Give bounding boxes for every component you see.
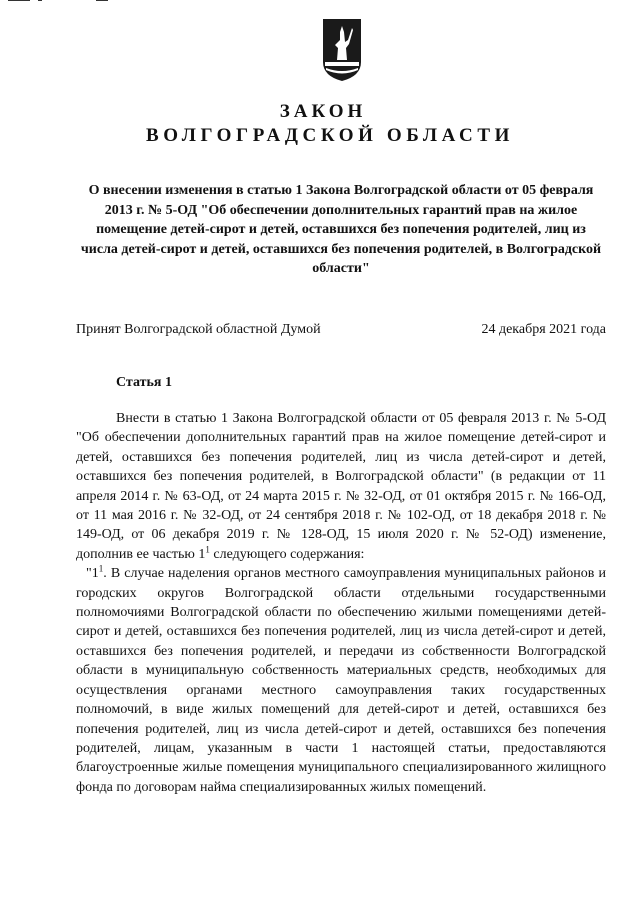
paragraph-text: . В случае наделения органов местного самоуправления муниципальных районов и городских округов Волгоградской области отдельными государственными полномочиями Волгоградской области по обеспечению жилыми помещениями детей-сирот и детей, оставшихся без попечения родителей, лиц из числа детей-сирот и детей, оставшихся без попечения родителей, и передачи из собственности Волгоградской области в муниципальную собственность материальных средств, необходимых для осуществления органами местного самоуправления таких государственных полномочий, в виде жилых помещений для детей-сирот и детей, оставшихся без попечения родителей, лиц из числа детей-сирот и детей, оставшихся без попечения родителей, лицам, указанным в части 1 настоящей статьи, предоставляются благоустроенные жилые помещения муниципального специализированного жилищного фонда по договорам найма специализированных жилых помещений. xyxy=(76,566,606,795)
paragraph-text: Внести в статью 1 Закона Волгоградской области от 05 февраля 2013 г. № 5-ОД "Об обеспечении дополнительных гарантий прав на жилое помещение детей-сирот и детей, оставшихся без попечения родителей, лиц из числа детей-сирот и детей, оставшихся без попечения родителей, в Волгоградской области" (в редакции от 11 апреля 2014 г. № 63-ОД, от 24 марта 2015 г. № 32-ОД, от 01 октября 2015 г. № 166-ОД, от 11 мая 2016 г. № 32-ОД, от 24 сентября 2018 г. № 102-ОД, от 18 декабря 2018 г. № 149-ОД, от 06 декабря 2019 г. № 128-ОД, 15 июля 2020 г. № 52-ОД) изменение, дополнив ее частью 1 xyxy=(76,411,606,562)
adoption-date: 24 декабря 2021 года xyxy=(481,322,606,337)
adoption-line xyxy=(76,322,606,338)
article-paragraph xyxy=(76,409,606,564)
scan-corner-marks xyxy=(8,0,108,4)
superscript: 1 xyxy=(98,563,104,574)
law-title: ЗАКОН xyxy=(279,101,367,122)
region-title: ВОЛГОГРАДСКОЙ ОБЛАСТИ xyxy=(145,125,515,146)
paragraph-text: следующего содержания: xyxy=(209,546,365,562)
article-paragraph xyxy=(76,564,606,797)
coat-of-arms-icon xyxy=(322,18,362,82)
article-body xyxy=(76,409,606,797)
adopted-by-text: Принят Волгоградской областной Думой xyxy=(76,322,321,337)
article-title: Статья 1 xyxy=(116,375,172,390)
superscript: 1 xyxy=(205,544,210,555)
document-heading: О внесении изменения в статью 1 Закона Волгоградской области от 05 февраля 2013 г. № 5-ОД "Об обеспечении дополнительных гарантий прав на жилое помещение детей-сирот и детей, оставшихся без попечения родителей, лиц из числа детей-сирот и детей, оставшихся без попечения родителей, в Волгоградской области" xyxy=(80,183,602,276)
paragraph-text: "1 xyxy=(86,566,99,582)
